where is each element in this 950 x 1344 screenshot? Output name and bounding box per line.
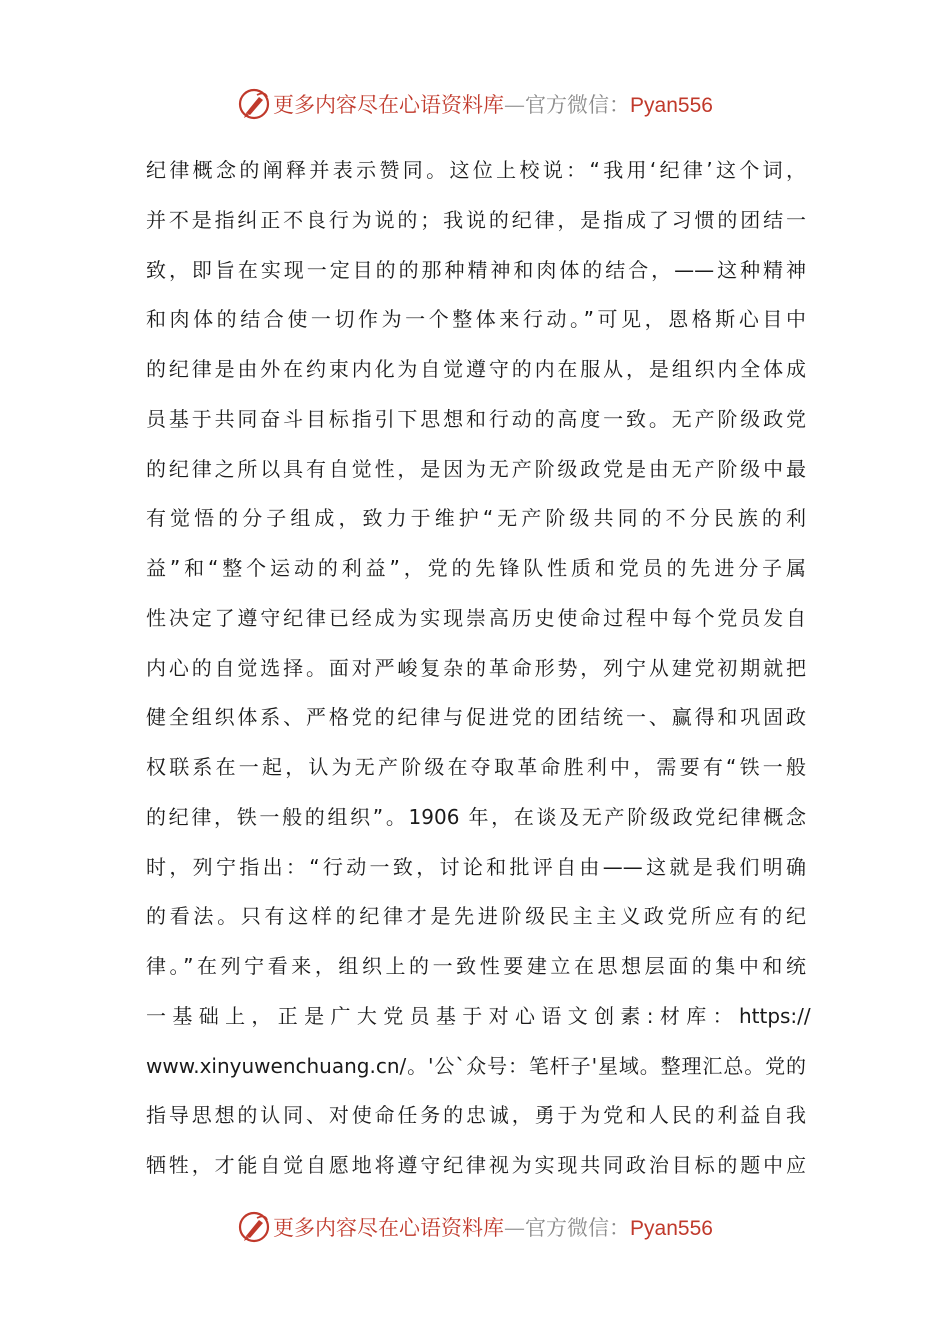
body-line: 纪律概念的阐释并表示赞同。这位上校说：“我用‘纪律’这个词， — [146, 158, 806, 182]
body-line: 员基于共同奋斗目标指引下思想和行动的高度一致。无产阶级政党 — [146, 406, 806, 431]
body-line: 的纪律，铁一般的组织”。1906 年，在谈及无产阶级政党纪律概念 — [146, 804, 806, 829]
body-line: 律。”在列宁看来，组织上的一致性要建立在思想层面的集中和统 — [146, 954, 806, 978]
body-line: 益”和“整个运动的利益”，党的先锋队性质和党员的先进分子属 — [146, 556, 806, 580]
body-line: 致，即旨在实现一定目的的那种精神和肉体的结合，——这种精神 — [146, 257, 806, 282]
document-body — [146, 150, 811, 1195]
watermark-label: 官方微信： — [525, 1216, 631, 1240]
header-watermark — [0, 84, 950, 124]
body-line: 权联系在一起，认为无产阶级在夺取革命胜利中，需要有“铁一般 — [146, 755, 806, 779]
body-line: 并不是指纠正不良行为说的；我说的纪律，是指成了习惯的团结一 — [146, 207, 806, 232]
watermark-label: 官方微信： — [525, 93, 631, 117]
watermark-separator: — — [504, 1216, 526, 1240]
watermark-main: 更多内容尽在心语资料库 — [273, 93, 505, 117]
body-line: 的看法。只有这样的纪律才是先进阶级民主主义政党所应有的纪 — [146, 904, 806, 929]
body-line: 有觉悟的分子组成，致力于维护“无产阶级共同的不分民族的利 — [146, 506, 806, 531]
footer-watermark — [0, 1207, 950, 1247]
body-line: 的纪律是由外在约束内化为自觉遵守的内在服从，是组织内全体成 — [146, 357, 806, 381]
body-line: 时，列宁指出：“行动一致，讨论和批评自由——这就是我们明确 — [146, 854, 806, 879]
watermark-separator: — — [504, 93, 526, 117]
pen-logo-icon — [237, 1210, 271, 1244]
body-line: 的纪律之所以具有自觉性，是因为无产阶级政党是由无产阶级中最 — [146, 456, 806, 481]
body-line: www.xinyuwenchuang.cn/。'公`众号：笔杆子'星域。整理汇总。党的 — [146, 1053, 806, 1078]
body-line: 内心的自觉选择。面对严峻复杂的革命形势，列宁从建党初期就把 — [146, 655, 806, 680]
body-line: 性决定了遵守纪律已经成为实现崇高历史使命过程中每个党员发自 — [146, 605, 806, 630]
watermark-code: Pyan556 — [630, 1217, 713, 1240]
watermark-main: 更多内容尽在心语资料库 — [273, 1216, 505, 1240]
watermark-code: Pyan556 — [630, 94, 713, 117]
body-line: 指导思想的认同、对使命任务的忠诚，勇于为党和人民的利益自我 — [146, 1103, 806, 1128]
body-line: 和肉体的结合使一切作为一个整体来行动。”可见，恩格斯心目中 — [146, 307, 806, 332]
body-line: 牺牲，才能自觉自愿地将遵守纪律视为实现共同政治目标的题中应 — [146, 1153, 806, 1177]
body-line: 一 基 础 上 ， 正 是 广 大 党 员 基 于 对 心 语 文 创 素 : 材 库 ： https:// — [146, 1003, 811, 1028]
pen-logo-icon — [237, 87, 271, 121]
body-line: 健全组织体系、严格党的纪律与促进党的团结统一、赢得和巩固政 — [146, 705, 806, 730]
